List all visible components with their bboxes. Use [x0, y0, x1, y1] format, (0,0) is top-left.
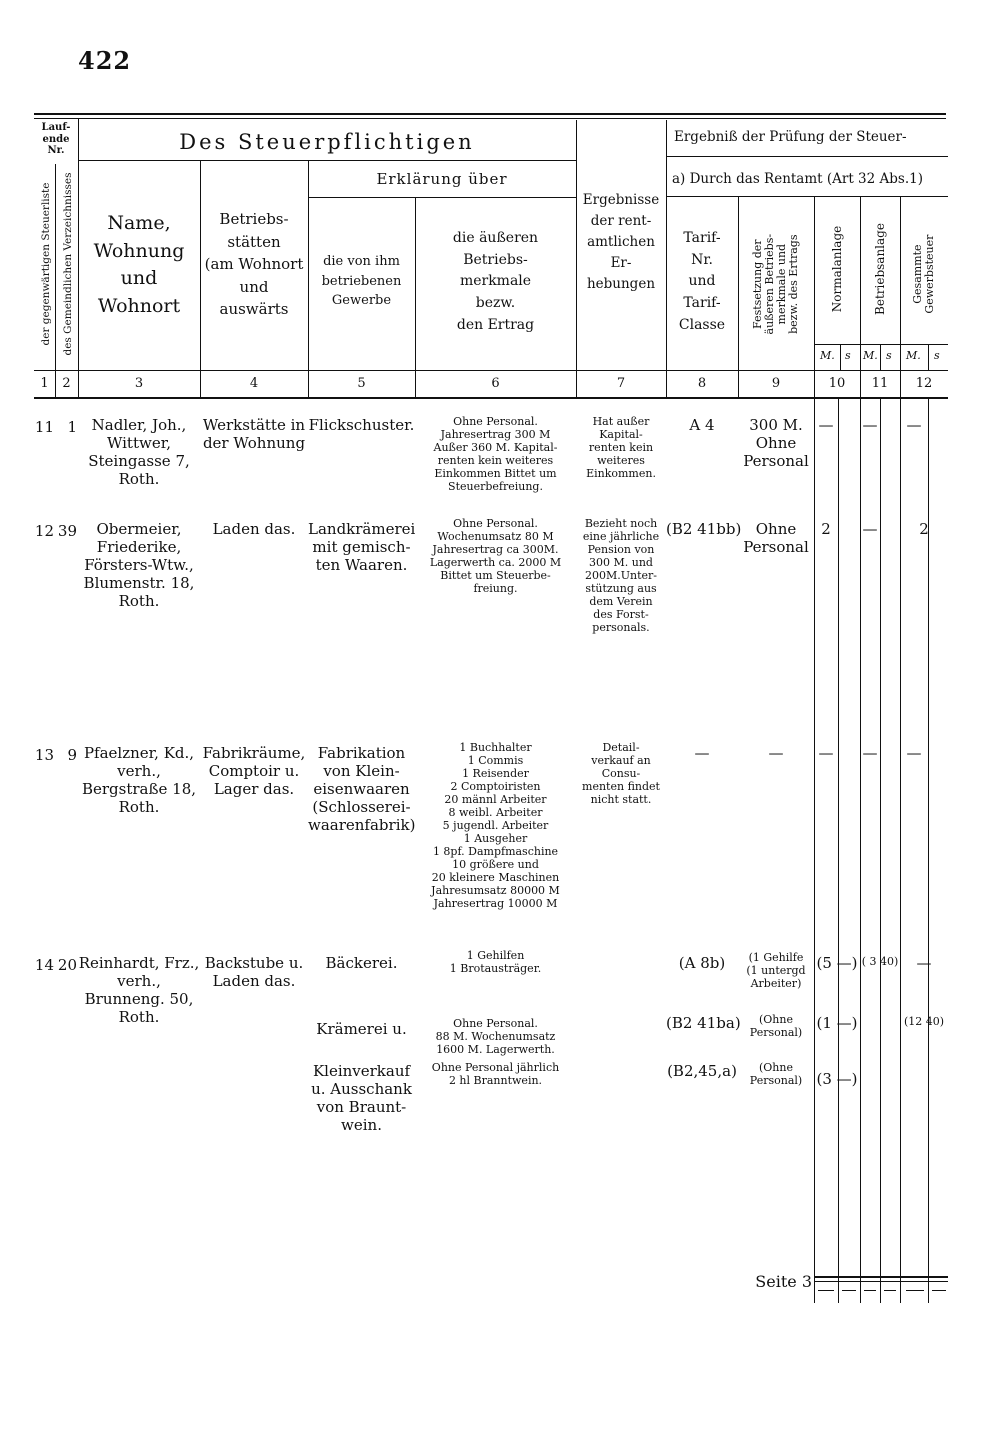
row14c-tarif: (B2,45,a): [667, 1062, 737, 1080]
row11-tarif: A 4: [689, 416, 715, 434]
colnum-5: 5: [357, 376, 366, 391]
row13-betrieb: —: [862, 744, 878, 762]
merkmale-header: die äußeren Betriebs- merkmale bezw. den Ertrag: [452, 230, 539, 333]
row14c-normal: (3 —): [816, 1070, 858, 1088]
colnum-12: 12: [915, 376, 933, 391]
pruefung-header: Ergebniß der Prüfung der Steuer-: [674, 130, 907, 145]
betriebsanlage-header: Betriebsanlage: [873, 223, 887, 315]
colnum-2: 2: [62, 376, 71, 391]
col-line-j: [860, 196, 861, 398]
currency-m-1: M.: [820, 349, 835, 362]
row14-name: Reinhardt, Frz., verh., Brunneng. 50, Roth.: [78, 954, 200, 1026]
row13-statten: Fabrikräume, Comptoir u. Lager das.: [202, 744, 306, 798]
betriebsstaetten-header: Betriebs- stätten (am Wohnort und auswärts: [204, 210, 304, 318]
colnum-6: 6: [491, 376, 500, 391]
body-line-4: [880, 398, 881, 1303]
footer-dash-5: [906, 1290, 924, 1291]
row13-gem: 9: [67, 746, 77, 764]
gesammte-header: Gesammte Gewerbsteuer: [910, 234, 936, 314]
colnum-10: 10: [828, 376, 846, 391]
colnum-8: 8: [697, 376, 707, 391]
row11-betrieb: —: [862, 416, 878, 434]
colnum-1: 1: [40, 376, 49, 391]
colnum-3: 3: [134, 376, 144, 391]
header-rule-colnum: [34, 370, 948, 371]
row11-normal: —: [818, 416, 834, 434]
footer-sum-rule-2: [814, 1281, 948, 1282]
row14-betrieb: ( 3 40): [861, 955, 899, 968]
colnum-4: 4: [249, 376, 259, 391]
ergebnisse-header: Ergebnisse der rent- amtlichen Er- hebungen: [582, 192, 660, 292]
col-line-i: [814, 196, 815, 398]
row12-normal: 2: [821, 520, 831, 538]
col-line-h: [738, 196, 739, 398]
row12-tarif: (B2 41bb): [666, 520, 742, 538]
row11-statten: Werkstätte in der Wohnung: [202, 416, 306, 452]
row11-festsetzung: 300 M. Ohne Personal: [743, 416, 809, 470]
row14-statten: Backstube u. Laden das.: [204, 954, 304, 990]
col-line-k: [900, 196, 901, 398]
row14-gem: 20: [57, 956, 77, 974]
colnum-7: 7: [616, 376, 626, 391]
row13-normal: —: [818, 744, 834, 762]
row13-name: Pfaelzner, Kd., verh., Bergstraße 18, Roth.: [81, 744, 197, 816]
steuerpflichtigen-header: Des Steuerpflichtigen: [179, 130, 475, 154]
row13-gewerbe: Fabrikation von Klein- eisenwaaren (Schlosserei- waarenfabrik): [308, 744, 416, 834]
row14b-normal: (1 —): [816, 1014, 858, 1032]
row14b-festsetzung: (Ohne Personal): [749, 1013, 803, 1039]
row13-lfd: 13: [34, 746, 54, 764]
row13-merkmale: 1 Buchhalter 1 Commis 1 Reisender 2 Comptoiristen 20 männl Arbeiter 8 weibl. Arbeiter 5 jugendl. Arbeiter 1 Ausgeher 1 8pf. Dampfmaschine 10 größere und 20 kleinere Maschinen Jahresumsatz 80000 M Jahresertrag 10000 M: [431, 741, 560, 910]
header-rule-2: [308, 197, 576, 198]
row14c-gewerbe: Kleinverkauf u. Ausschank von Braunt- wein.: [311, 1062, 412, 1134]
colnum-9: 9: [771, 376, 781, 391]
row12-lfd: 12: [34, 522, 54, 540]
row12-betrieb: —: [862, 520, 878, 538]
header-rule-bottom: [34, 397, 948, 399]
footer-dash-6: [932, 1290, 946, 1291]
row11-lfd: 11: [34, 418, 54, 436]
row12-gesammt: 2: [919, 520, 929, 538]
row14-festsetzung: (1 Gehilfe (1 untergd Arbeiter): [746, 951, 806, 990]
row14-tarif: (A 8b): [678, 954, 726, 972]
row12-festsetzung: Ohne Personal: [743, 520, 809, 556]
col-line-k2: [840, 344, 841, 370]
currency-m-2: M.: [863, 349, 878, 362]
seite-label: Seite 3: [755, 1272, 812, 1291]
row11-gewerbe: Flickschuster.: [308, 416, 415, 434]
footer-dash-3: [864, 1290, 876, 1291]
lfd-sub1-header: der gegenwärtigen Steuerliste: [40, 182, 52, 346]
row11-merkmale: Ohne Personal. Jahresertrag 300 M Außer 360 M. Kapital- renten kein weiteres Einkommen Bittet um Steuerbefreiung.: [433, 415, 558, 493]
row12-gewerbe: Landkrämerei mit gemisch- ten Waaren.: [308, 520, 416, 574]
row12-ergebnis: Bezieht noch eine jährliche Pension von 300 M. und 200M.Unter- stützung aus dem Verein des Forst- personals.: [582, 517, 660, 634]
row11-gesammt: —: [906, 416, 922, 434]
row12-gem: 39: [57, 522, 77, 540]
row12-merkmale: Ohne Personal. Wochenumsatz 80 M Jahresertrag ca 300M. Lagerwerth ca. 2000 M Bittet um Steuerbe- freiung.: [429, 517, 562, 595]
footer-dash-4: [884, 1290, 896, 1291]
erklaerung-header: Erklärung über: [376, 170, 508, 188]
gewerbe-header: die von ihm betriebenen Gewerbe: [321, 254, 402, 308]
row13-festsetzung: —: [768, 744, 784, 762]
tarif-header: Tarif- Nr. und Tarif- Classe: [678, 230, 726, 333]
row14-lfd: 14: [34, 956, 54, 974]
row12-name: Obermeier, Friederike, Försters-Wtw., Blumenstr. 18, Roth.: [83, 520, 195, 610]
row14-normal: (5 —): [816, 954, 858, 972]
col-line-a: [55, 164, 56, 397]
row14b-tarif: (B2 41ba): [666, 1014, 741, 1032]
body-line-2: [838, 398, 839, 1303]
currency-m-3: M.: [906, 349, 921, 362]
page-number: 422: [78, 46, 132, 75]
row14c-merkmale: Ohne Personal jährlich 2 hl Branntwein.: [431, 1061, 560, 1087]
row14b-merkmale: Ohne Personal. 88 M. Wochenumsatz 1600 M. Lagerwerth.: [435, 1017, 556, 1056]
row11-name: Nadler, Joh., Wittwer, Steingasse 7, Roth.: [88, 416, 190, 488]
lfd-sub2-header: des Gemeindlichen Verzeichnisses: [62, 172, 74, 356]
header-rule-1: [78, 160, 576, 161]
row11-ergebnis: Hat außer Kapital- renten kein weiteres Einkommen.: [586, 415, 656, 480]
row12-statten: Laden das.: [212, 520, 296, 538]
rentamt-header: a) Durch das Rentamt (Art 32 Abs.1): [672, 172, 923, 187]
col-line-k3: [880, 344, 881, 370]
col-line-k4: [928, 344, 929, 370]
row13-tarif: —: [694, 744, 710, 762]
colnum-11: 11: [871, 376, 889, 391]
top-rule: [34, 113, 946, 115]
row14-gesammt: —: [916, 954, 932, 972]
normalanlage-header: Normalanlage: [830, 225, 844, 313]
name-header: Name, Wohnung und Wohnort: [93, 212, 185, 317]
row13-ergebnis: Detail- verkauf an Consu- menten findet nicht statt.: [582, 741, 660, 806]
row14-merkmale: 1 Gehilfen 1 Brotausträger.: [449, 949, 542, 975]
row13-gesammt: —: [906, 744, 922, 762]
row14b-gesammt: (12 40): [903, 1015, 945, 1028]
currency-pf-1: s: [845, 349, 851, 362]
header-rule-3: [666, 196, 948, 197]
footer-sum-rule: [814, 1276, 948, 1278]
header-rule-1b: [666, 156, 948, 157]
row11-gem: 1: [67, 418, 77, 436]
row14c-festsetzung: (Ohne Personal): [749, 1061, 803, 1087]
footer-dash-1: [818, 1290, 834, 1291]
top-rule-thin: [34, 118, 946, 119]
festsetzung-header: Festsetzung der äußeren Betriebs- merkmale und bezw. des Ertrags: [750, 233, 801, 335]
currency-pf-3: s: [934, 349, 940, 362]
row14b-gewerbe: Krämerei u.: [316, 1020, 407, 1038]
lfd-nr-header: Lauf- ende Nr.: [41, 122, 71, 156]
row14-gewerbe: Bäckerei.: [325, 954, 398, 972]
currency-pf-2: s: [886, 349, 892, 362]
footer-dash-2: [842, 1290, 856, 1291]
